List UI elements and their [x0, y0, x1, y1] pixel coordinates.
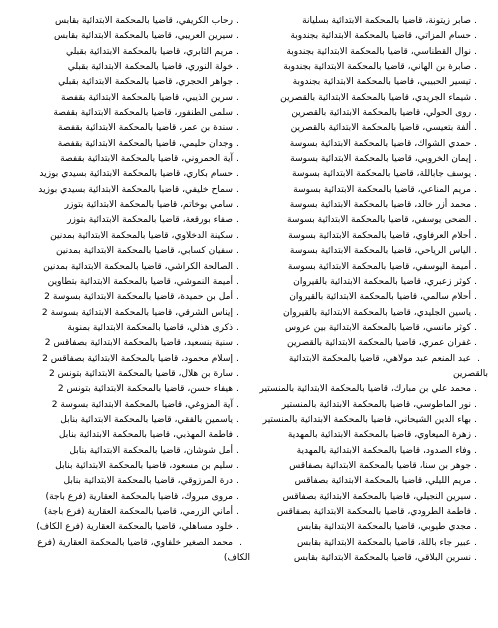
bullet-dot: . [474, 230, 477, 241]
bullet-dot: . [474, 307, 477, 318]
list-item [10, 91, 242, 106]
bullet-dot: . [236, 46, 239, 57]
judge-appointment-text: سلمى الطنفور، قاضيا بالمحكمة الابتدائية بقفصة [53, 108, 233, 119]
list-item [10, 213, 242, 228]
list-item [248, 459, 480, 474]
bullet-dot: . [236, 92, 239, 103]
judge-appointment-text: محمد علي بن مبارك، قاضيا بالمحكمة الابتدائية بالمنستير [259, 384, 471, 395]
list-item [10, 29, 242, 44]
judge-appointment-text: إيناس الشرقي، قاضيا بالمحكمة الابتدائية بسوسة 2 [41, 307, 233, 318]
judge-appointment-text: ياسمين بالفقي، قاضيا بالمحكمة الابتدائية بنابل [60, 414, 233, 425]
list-item [10, 106, 242, 121]
judge-appointment-text: إسلام محمود، قاضيا بالمحكمة الابتدائية بصفاقس 2 [42, 353, 233, 364]
list-item [10, 398, 242, 413]
bullet-dot: . [236, 522, 239, 533]
judge-appointment-text: سرين الذيبي، قاضيا بالمحكمة الابتدائية بقفصة [60, 92, 233, 103]
judge-appointment-text: أميمة النموشي، قاضيا بالمحكمة الابتدائية بتطاوين [47, 276, 233, 287]
judge-appointment-text: مريم الثابري، قاضيا بالمحكمة الابتدائية بقبلي [66, 46, 233, 57]
list-item [10, 275, 242, 290]
bullet-dot: . [236, 261, 239, 272]
list-item [10, 152, 242, 167]
list-item [10, 382, 242, 397]
judge-appointment-text: فاطمة الطرودي، قاضيا بالمحكمة الابتدائية بصفاقس [276, 507, 471, 517]
bullet-dot: . [474, 460, 477, 471]
bullet-dot: . [474, 276, 477, 287]
judge-appointment-text: وجدان حليمي، قاضيا بالمحكمة الابتدائية بقفصة [57, 138, 233, 149]
bullet-dot: . [474, 491, 477, 502]
list-item [248, 275, 480, 290]
bullet-dot: . [236, 322, 239, 333]
judge-appointment-text: جوهر بن سنا، قاضيا بالمحكمة الابتدائية بصفاقس [289, 460, 471, 471]
judge-appointment-text: نوال القطناسي، قاضيا بالمحكمة الابتدائية بجندوبة [286, 46, 471, 57]
list-item [248, 121, 480, 136]
list-item [10, 336, 242, 351]
judge-appointment-text: محمد أزر خالد، قاضيا بالمحكمة الابتدائية بسوسة [289, 200, 471, 211]
bullet-dot: . [474, 476, 477, 487]
list-item [248, 60, 480, 75]
list-item [248, 198, 480, 213]
list-item [248, 29, 480, 44]
judge-appointment-text: سندة بن عمر، قاضيا بالمحكمة الابتدائية بقفصة [58, 123, 233, 134]
judge-appointment-text: أحلام العرفاوي، قاضيا بالمحكمة الابتدائية بسوسة [288, 230, 471, 241]
bullet-dot: . [474, 384, 477, 395]
bullet-dot: . [236, 16, 239, 26]
list-item [10, 14, 242, 29]
bullet-dot: . [474, 200, 477, 211]
judge-appointment-text: صابر زيتونة، قاضيا بالمحكمة الابتدائية بسليانة [302, 16, 471, 26]
bullet-dot: . [474, 430, 477, 441]
list-item [10, 137, 242, 152]
judge-appointment-text: سارة بن هلال، قاضيا بالمحكمة الابتدائية بتونس 2 [48, 368, 233, 379]
list-item [248, 474, 480, 489]
list-item [10, 198, 242, 213]
bullet-dot: . [474, 292, 477, 303]
list-item [248, 490, 480, 505]
judge-appointment-text: آية المزوغي، قاضيا بالمحكمة الابتدائية بسوسة 2 [51, 399, 233, 410]
list-item [10, 260, 242, 275]
judge-appointment-text: سكينة الدخلاوي، قاضيا بالمحكمة الابتدائية بمدنين [50, 230, 233, 241]
bullet-dot: . [236, 123, 239, 134]
judge-appointment-text: يوسف جاباللة، قاضيا بالمحكمة الابتدائية بسوسة [292, 169, 471, 180]
judge-appointment-text: عبد المنعم عبد مولاهي، قاضيا بالمحكمة الابتدائية [288, 353, 471, 364]
bullet-dot: . [477, 353, 480, 364]
bullet-dot: . [474, 108, 477, 119]
judge-appointment-text: مجدي طيوبي، قاضيا بالمحكمة الابتدائية بقابس [297, 522, 471, 533]
judge-appointment-text: فاطمة المهذبي، قاضيا بالمحكمة الابتدائية بنابل [58, 430, 233, 441]
bullet-dot: . [236, 507, 239, 517]
bullet-dot: . [474, 399, 477, 410]
bullet-dot: . [236, 138, 239, 149]
judge-appointment-text: أميمة اليوسفي، قاضيا بالمحكمة الابتدائية بسوسة [287, 261, 471, 272]
bullet-dot: . [236, 384, 239, 395]
list-item [248, 75, 480, 90]
judge-appointment-text: زهرة الميعاوي، قاضيا بالمحكمة الابتدائية بالمهدية [287, 430, 471, 441]
list-item [248, 137, 480, 152]
judge-appointment-text: وفاء الصدود، قاضيا بالمحكمة الابتدائية بالمهدية [296, 445, 471, 456]
judge-appointment-text: درة المرزوقي، قاضيا بالمحكمة الابتدائية بنابل [63, 476, 233, 487]
list-item [10, 352, 242, 367]
bullet-dot: . [474, 77, 477, 88]
bullet-dot: . [474, 445, 477, 456]
list-item [248, 306, 480, 321]
judge-appointment-text: ذكرى هذلي، قاضيا بالمحكمة الابتدائية بمنوبة [67, 322, 233, 333]
bullet-dot: . [474, 138, 477, 149]
bullet-dot: . [236, 62, 239, 73]
judge-appointment-text: الياس الرياحي، قاضيا بالمحكمة الابتدائية بسوسة [289, 246, 471, 257]
list-item [248, 91, 480, 106]
bullet-dot: . [236, 476, 239, 487]
list-item [10, 536, 250, 567]
judge-appointment-text: حسام المزاتي، قاضيا بالمحكمة الابتدائية بجندوبة [290, 31, 471, 42]
list-item [10, 121, 242, 136]
judge-appointment-text: نور الماطوسي، قاضيا بالمحكمة الابتدائية بالمنستير [281, 399, 471, 410]
bullet-dot: . [236, 108, 239, 119]
list-item [248, 260, 480, 275]
judge-appointment-text: أحلام سالمي، قاضيا بالمحكمة الابتدائية بالقيروان [289, 292, 471, 303]
judge-appointment-text: حمدي الشواك، قاضيا بالمحكمة الابتدائية بسوسة [289, 138, 471, 149]
judge-appointment-text: صابرة بن الهاني، قاضيا بالمحكمة الابتدائية بجندوبة [283, 62, 471, 73]
judge-appointment-text: كوثر مانسي، قاضيا بالمحكمة الابتدائية بين عروس [284, 322, 471, 333]
list-item [10, 244, 242, 259]
bullet-dot: . [474, 16, 477, 26]
bullet-dot: . [474, 522, 477, 533]
list-item [248, 290, 480, 305]
bullet-dot: . [474, 123, 477, 134]
list-item [248, 106, 480, 121]
judge-appointment-text: سفيان كسابي، قاضيا بالمحكمة الابتدائية بمدنين [55, 246, 233, 257]
bullet-dot: . [474, 338, 477, 349]
judge-appointment-text: روى الحولي، قاضيا بالمحكمة الابتدائية بالقصرين [291, 108, 471, 119]
list-item [248, 536, 480, 551]
judge-appointment-continuation: الكاف) [223, 553, 250, 564]
list-item [248, 244, 480, 259]
list-item [10, 183, 242, 198]
bullet-dot: . [474, 169, 477, 180]
judge-appointment-text: أمل شوشان، قاضيا بالمحكمة الابتدائية بنابل [69, 445, 233, 456]
list-item [10, 444, 242, 459]
list-item [248, 152, 480, 167]
judge-appointment-text: نسرين البلاقي، قاضيا بالمحكمة الابتدائية بقابس [293, 553, 471, 564]
bullet-dot: . [236, 246, 239, 257]
list-item [248, 520, 480, 535]
judge-appointment-text: خلود مساهلي، قاضيا بالمحكمة العقارية (فرع الكاف) [36, 522, 233, 533]
bullet-dot: . [474, 322, 477, 333]
list-item [10, 367, 242, 382]
list-item [248, 551, 480, 566]
list-item [10, 505, 242, 520]
judge-appointment-text: مريم المناعي، قاضيا بالمحكمة الابتدائية بسوسة [293, 184, 471, 195]
list-item [10, 306, 242, 321]
bullet-dot: . [236, 200, 239, 211]
judge-appointment-text: سيرين النجيلي، قاضيا بالمحكمة الابتدائية بصفاقس [282, 491, 471, 502]
bullet-dot: . [236, 445, 239, 456]
list-item [248, 444, 480, 459]
bullet-dot: . [236, 230, 239, 241]
list-item [10, 474, 242, 489]
judge-appointment-text: صفاء بورقعة، قاضيا بالمحكمة الابتدائية بتوزر [67, 215, 233, 226]
bullet-dot: . [236, 338, 239, 349]
bullet-dot: . [236, 460, 239, 471]
list-item [248, 398, 480, 413]
judge-appointment-continuation: بالقصرين [452, 368, 488, 379]
judge-appointment-text: أمل بن حميدة، قاضيا بالمحكمة الابتدائية بسوسة 2 [44, 292, 233, 303]
bullet-dot: . [474, 507, 477, 517]
bullet-dot: . [236, 430, 239, 441]
bullet-dot: . [236, 368, 239, 379]
bullet-dot: . [474, 261, 477, 272]
list-item [248, 45, 480, 60]
list-item [248, 321, 480, 336]
judge-appointment-text: هيفاء حسن، قاضيا بالمحكمة الابتدائية بتونس 2 [57, 384, 233, 395]
list-item [10, 321, 242, 336]
bullet-dot: . [474, 553, 477, 564]
list-item [248, 213, 480, 228]
list-item [10, 229, 242, 244]
bullet-dot: . [474, 184, 477, 195]
list-item [10, 60, 242, 75]
list-item [248, 183, 480, 198]
list-item [248, 336, 480, 351]
bullet-dot: . [474, 215, 477, 226]
left-column [10, 14, 250, 566]
judge-appointment-text: كوثر زعبري، قاضيا بالمحكمة الابتدائية بالقيروان [293, 276, 471, 287]
bullet-dot: . [239, 537, 242, 548]
bullet-dot: . [474, 537, 477, 548]
bullet-dot: . [236, 169, 239, 180]
judge-appointment-text: سيرين العريبي، قاضيا بالمحكمة الابتدائية بقابس [54, 31, 233, 42]
bullet-dot: . [236, 414, 239, 425]
list-item [248, 382, 480, 397]
list-item [248, 505, 480, 520]
bullet-dot: . [236, 31, 239, 42]
judge-appointment-text: بهاء الدين الشيحاني، قاضيا بالمحكمة الابتدائية بالمنستير [262, 414, 471, 425]
list-item [248, 14, 480, 29]
judge-appointment-text: جواهر الحجري، قاضيا بالمحكمة الابتدائية بقبلي [58, 77, 233, 88]
judge-appointment-text: شيماء الجريدي، قاضيا بالمحكمة الابتدائية بالقصرين [280, 92, 471, 103]
judge-appointment-text: محمد الصغير خلفاوي، قاضيا بالمحكمة العقارية (فرع [37, 537, 233, 548]
bullet-dot: . [474, 92, 477, 103]
right-column [248, 14, 488, 566]
bullet-dot: . [474, 31, 477, 42]
judge-appointment-text: تيسير الحبيبي، قاضيا بالمحكمة الابتدائية بجندوبة [292, 77, 471, 88]
judge-appointment-text: سنية بنسعيد، قاضيا بالمحكمة الابتدائية بصفاقس 2 [44, 338, 233, 349]
bullet-dot: . [236, 215, 239, 226]
judge-appointment-text: حسام بكاري، قاضيا بالمحكمة الابتدائية بسيدي بوزيد [39, 169, 233, 180]
bullet-dot: . [474, 62, 477, 73]
judge-appointment-text: مروى مبروك، قاضيا بالمحكمة العقارية (فرع باجة) [45, 491, 233, 502]
list-item [10, 520, 242, 535]
judge-appointment-text: ألفة بتعيسي، قاضيا بالمحكمة الابتدائية بالقصرين [290, 123, 471, 134]
list-item [10, 413, 242, 428]
judge-appointment-text: سامي بوخاتم، قاضيا بالمحكمة الابتدائية بتوزر [64, 200, 233, 211]
judge-appointment-text: مريم الليلي، قاضيا بالمحكمة الابتدائية بصفاقس [294, 476, 471, 487]
bullet-dot: . [236, 77, 239, 88]
bullet-dot: . [236, 292, 239, 303]
judge-appointment-text: سليم بن مسعود، قاضيا بالمحكمة الابتدائية بنابل [55, 460, 233, 471]
list-item [248, 352, 488, 383]
judge-appointment-text: رحاب الكريفي، قاضيا بالمحكمة الابتدائية بقابس [55, 16, 233, 26]
list-item [10, 428, 242, 443]
judge-appointment-text: الضحى يوسفي، قاضيا بالمحكمة الابتدائية بسوسة [286, 215, 471, 226]
list-item [10, 45, 242, 60]
bullet-dot: . [474, 246, 477, 257]
list-item [248, 229, 480, 244]
list-item [10, 490, 242, 505]
list-item [10, 290, 242, 305]
judge-appointment-text: ياسين الجليدي، قاضيا بالمحكمة الابتدائية بالقيروان [283, 307, 471, 318]
list-item [248, 428, 480, 443]
bullet-dot: . [474, 154, 477, 165]
judge-appointment-text: عبير جاء باللة، قاضيا بالمحكمة الابتدائية بقابس [296, 537, 471, 548]
bullet-dot: . [236, 184, 239, 195]
judge-appointment-text: أماني الزرمي، قاضيا بالمحكمة العقارية (فرع باجة) [44, 507, 233, 517]
bullet-dot: . [236, 276, 239, 287]
judge-appointment-text: الصالحة الكراشي، قاضيا بالمحكمة الابتدائية بمدنين [43, 261, 233, 272]
judge-appointment-text: خولة النوري، قاضيا بالمحكمة الابتدائية بقبلي [67, 62, 233, 73]
judge-appointment-text: سماح خليفي، قاضيا بالمحكمة الابتدائية بسيدي بوزيد [38, 184, 233, 195]
list-item [248, 167, 480, 182]
list-item [10, 459, 242, 474]
list-item [248, 413, 480, 428]
bullet-dot: . [236, 399, 239, 410]
bullet-dot: . [236, 491, 239, 502]
bullet-dot: . [474, 46, 477, 57]
list-item [10, 167, 242, 182]
judge-appointment-text: إيمان الخروبي، قاضيا بالمحكمة الابتدائية بسوسة [290, 154, 471, 165]
judge-appointment-text: آية الحمروني، قاضيا بالمحكمة الابتدائية بقفصة [60, 154, 233, 165]
bullet-dot: . [474, 414, 477, 425]
list-item [10, 75, 242, 90]
bullet-dot: . [236, 353, 239, 364]
judge-appointment-text: غفران عمري، قاضيا بالمحكمة الابتدائية بالقصرين [287, 338, 471, 349]
bullet-dot: . [236, 154, 239, 165]
bullet-dot: . [236, 307, 239, 318]
